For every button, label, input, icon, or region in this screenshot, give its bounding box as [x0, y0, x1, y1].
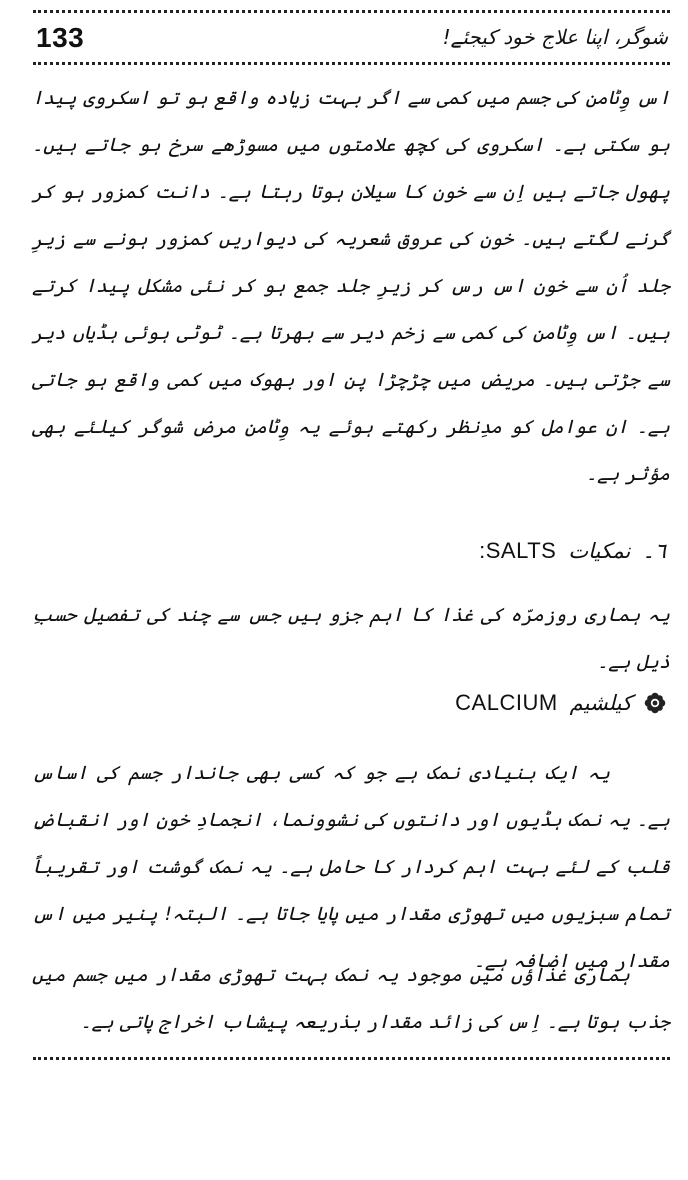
section-number: ٦۔	[642, 539, 666, 563]
calcium-heading	[455, 690, 666, 716]
bottom-dotted-rule	[33, 1057, 670, 1060]
calcium-heading-urdu: کیلشیم	[569, 691, 632, 715]
flower-ornament-icon	[644, 692, 666, 714]
running-title: شوگر، اپنا علاج خود کیجئے!	[442, 25, 668, 49]
calcium-body-paragraph: یہ ایک بنیادی نمک ہے جو کہ کسی بھی جاندار جسم کی اساس ہے۔ یہ نمک ہڈیوں اور دانتوں کی نشوونما، انجمادِ خون اور انقباضِ قلب کے لئے بہت اہم کردار کا حامل ہے۔ یہ نمک گوشت اور تقریباً تمام سبزیوں میں تھوڑی مقدار میں پایا جاتا ہے۔ البتہ! پنیر میں اس مقدار میں اضافہ ہے۔	[32, 762, 670, 972]
calcium-absorption-paragraph: ہماری غذاؤں میں موجود یہ نمک بہت تھوڑی مقدار میں جسم میں جذب ہوتا ہے۔ اِس کی زائد مقدار بذریعہ پیشاب اخراج پاتی ہے۔	[32, 964, 670, 1033]
header-dotted-rule	[33, 62, 670, 65]
top-dotted-rule	[33, 10, 670, 13]
calcium-heading-english: CALCIUM	[455, 690, 558, 715]
salts-heading-english: SALTS:	[479, 538, 557, 563]
salts-intro-paragraph: یہ ہماری روزمرّہ کی غذا کا اہم جزو ہیں جس سے چند کی تفصیل حسبِ ذیل ہے۔	[32, 604, 670, 673]
salts-heading-urdu: نمکیات	[568, 539, 631, 563]
vitamin-c-paragraph: اس وِٹامن کی جسم میں کمی سے اگر بہت زیادہ واقع ہو تو اسکروی پیدا ہو سکتی ہے۔ اسکروی کی کچھ علامتوں میں مسوڑھے سرخ ہو جاتے ہیں۔ پھول جاتے ہیں اِن سے خون کا سیلان ہوتا رہتا ہے۔ دانت کمزور ہو کر گرنے لگتے ہیں۔ خون کی عروق شعریہ کی دیواریں کمزور ہونے سے زیرِ جلد اُن سے خون اس رس کر زیرِ جلد جمع ہو کر نئی مشکل پیدا کرتے ہیں۔ اس وِٹامن کی کمی سے زخم دیر سے بھرتا ہے۔ ٹوٹی ہوئی ہڈیاں دیر سے جڑتی ہیں۔ مریض میں چڑچڑا پن اور بھوک میں کمی واقع ہو جاتی ہے۔ ان عوامل کو مدِنظر رکھتے ہوئے یہ وِٹامن مرض شوگر کیلئے بھی مؤثر ہے۔	[32, 87, 670, 485]
salts-heading	[479, 538, 666, 564]
page-number: 133	[36, 22, 85, 53]
